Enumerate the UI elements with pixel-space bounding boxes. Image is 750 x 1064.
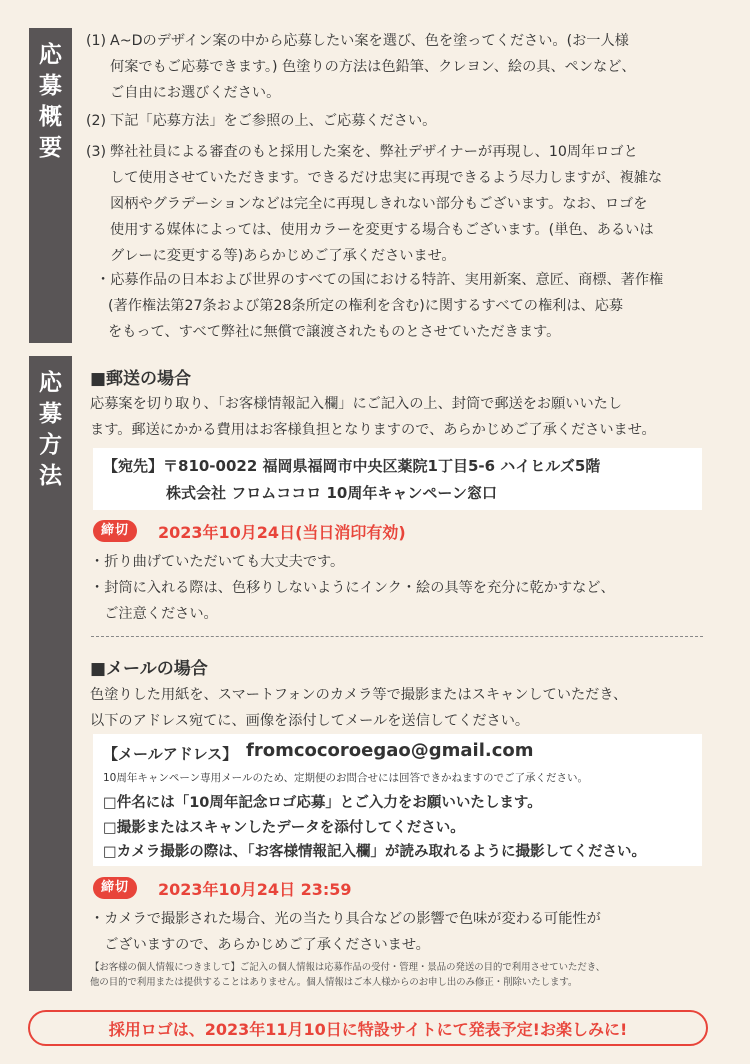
mail-deadline-tag: 締切	[93, 520, 137, 542]
email-description: 色塗りした用紙を、スマートフォンのカメラ等で撮影またはスキャンしていただき、 以下のアドレス宛てに、画像を添付してメールを送信してください。	[90, 687, 628, 729]
item-number-2: (2)	[86, 113, 107, 129]
overview-item-2: 下記「応募方法」をご参照の上、ご応募ください。	[110, 113, 437, 129]
email-check-1: □件名には「10周年記念ロゴ応募」とご入力をお願いいたします。	[103, 795, 542, 811]
mail-address-line-1: 【宛先】〒810-0022 福岡県福岡市中央区薬院1丁目5-6 ハイヒルズ5階	[103, 457, 601, 475]
item-number-3: (3)	[86, 144, 107, 160]
mail-address-box	[93, 448, 702, 510]
email-notes: ・カメラで撮影された場合、光の当たり具合などの影響で色味が変わる可能性が ございますので、あらかじめご了承くださいませ。	[90, 911, 601, 953]
announcement-text: 採用ロゴは、2023年11月10日に特設サイトにて発表予定!お楽しみに!	[108, 1019, 628, 1039]
item-number-1: (1)	[86, 33, 107, 49]
email-check-2: □撮影またはスキャンしたデータを添付してください。	[103, 820, 465, 836]
email-address-label: 【メールアドレス】	[103, 745, 238, 763]
mail-address-line-2: 株式会社 フロムココロ 10周年キャンペーン窓口	[166, 484, 498, 502]
mail-heading: ■郵送の場合	[90, 369, 192, 389]
section-divider	[91, 636, 703, 637]
email-deadline-tag: 締切	[93, 877, 137, 899]
email-heading: ■メールの場合	[90, 659, 208, 679]
email-deadline-date: 2023年10月24日 23:59	[158, 880, 352, 899]
overview-item-1: A~Dのデザイン案の中から応募したい案を選び、色を塗ってください。(お一人様 何案でもご応募できます。) 色塗りの方法は色鉛筆、クレヨン、絵の具、ペンなど、 ご自由にお選びください。	[110, 33, 636, 101]
privacy-note: 【お客様の個人情報につきまして】ご記入の個人情報は応募作品の受付・管理・景品の発送の目的で利用させていただき、 他の目的で利用または提供することはありません。個人情報はご本人様からのお申し出のみ修正・削除いたします。	[90, 962, 606, 988]
rights-note: ・応募作品の日本および世界のすべての国における特許、実用新案、意匠、商標、著作権 (著作権法第27条および第28条所定の権利を含む)に関するすべての権利は、応募 をもって、すべて弊社に無償で譲渡されたものとさせていただきます。	[96, 272, 664, 340]
mail-deadline-date: 2023年10月24日(当日消印有効)	[158, 523, 406, 542]
method-section-label: 応 募 方 法	[29, 356, 72, 991]
email-small-note: 10周年キャンペーン専用メールのため、定期便のお問合せには回答できかねますのでご了承ください。	[103, 772, 589, 784]
mail-description: 応募案を切り取り、「お客様情報記入欄」にご記入の上、封筒で郵送をお願いいたし ます。郵送にかかる費用はお客様負担となりますので、あらかじめご了承くださいませ。	[90, 396, 656, 438]
email-check-3: □カメラ撮影の際は、「お客様情報記入欄」が読み取れるように撮影してください。	[103, 844, 646, 860]
email-info-box	[93, 734, 702, 866]
overview-item-3: 弊社社員による審査のもと採用した案を、弊社デザイナーが再現し、10周年ロゴと して使用させていただきます。できるだけ忠実に再現できるよう尽力しますが、複雑な 図柄やグラデーションなどは完全に再現しきれない部分もございます。なお、ロゴを 使用する媒体によっては、使用カラーを変更する場合もございます。(単色、あるいは グレーに変更する等)あらかじめご了承くださいませ。	[110, 144, 663, 264]
overview-section-label: 応 募 概 要	[29, 28, 72, 343]
announcement-banner	[28, 1010, 708, 1046]
mail-notes: ・折り曲げていただいても大丈夫です。 ・封筒に入れる際は、色移りしないようにインク・絵の具等を充分に乾かすなど、 ご注意ください。	[90, 554, 615, 622]
email-address[interactable]: fromcocoroegao@gmail.com	[246, 740, 534, 761]
